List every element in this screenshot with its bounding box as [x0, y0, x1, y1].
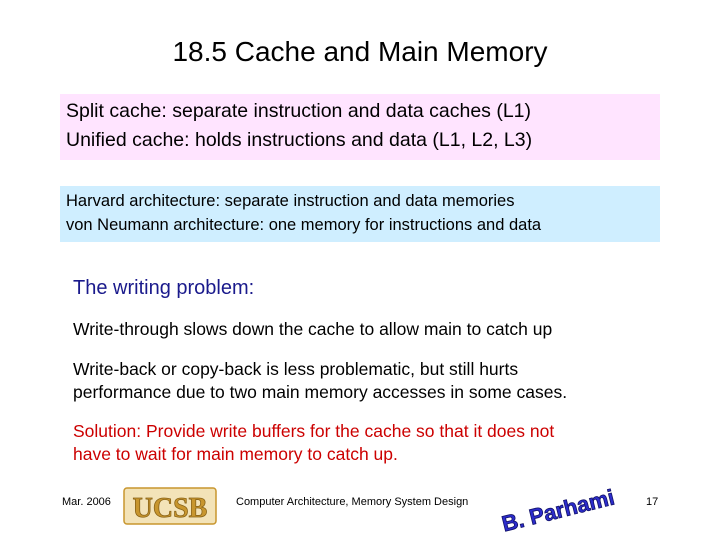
harvard-line: Harvard architecture: separate instruction and data memories [66, 192, 515, 210]
slide-title: 18.5 Cache and Main Memory [172, 36, 548, 67]
solution-line-2: have to wait for main memory to catch up. [73, 444, 398, 464]
solution-line-1: Solution: Provide write buffers for the cache so that it does not [73, 421, 555, 441]
svg-text:B. Parhami: B. Parhami [499, 484, 617, 537]
footer-course: Computer Architecture, Memory System Design [236, 496, 469, 508]
split-cache-line: Split cache: separate instruction and data caches (L1) [66, 100, 532, 122]
unified-cache-line: Unified cache: holds instructions and data (L1, L2, L3) [66, 129, 533, 151]
footer-date: Mar. 2006 [62, 496, 111, 508]
write-through-text: Write-through slows down the cache to allow main to catch up [73, 319, 553, 339]
von-neumann-line: von Neumann architecture: one memory for instructions and data [66, 216, 542, 234]
page-number: 17 [646, 496, 659, 508]
write-back-line-1: Write-back or copy-back is less problematic, but still hurts [73, 359, 519, 379]
ucsb-logo [122, 484, 218, 528]
solution-text [73, 420, 554, 466]
writing-problem-heading: The writing problem: [73, 277, 255, 299]
architecture-box [60, 186, 660, 242]
parhami-signature-logo [499, 484, 617, 537]
write-back-text [73, 358, 567, 404]
write-back-line-2: performance due to two main memory accesses in some cases. [73, 382, 568, 402]
cache-types-box [60, 94, 660, 160]
svg-text:UCSB: UCSB [132, 493, 208, 524]
